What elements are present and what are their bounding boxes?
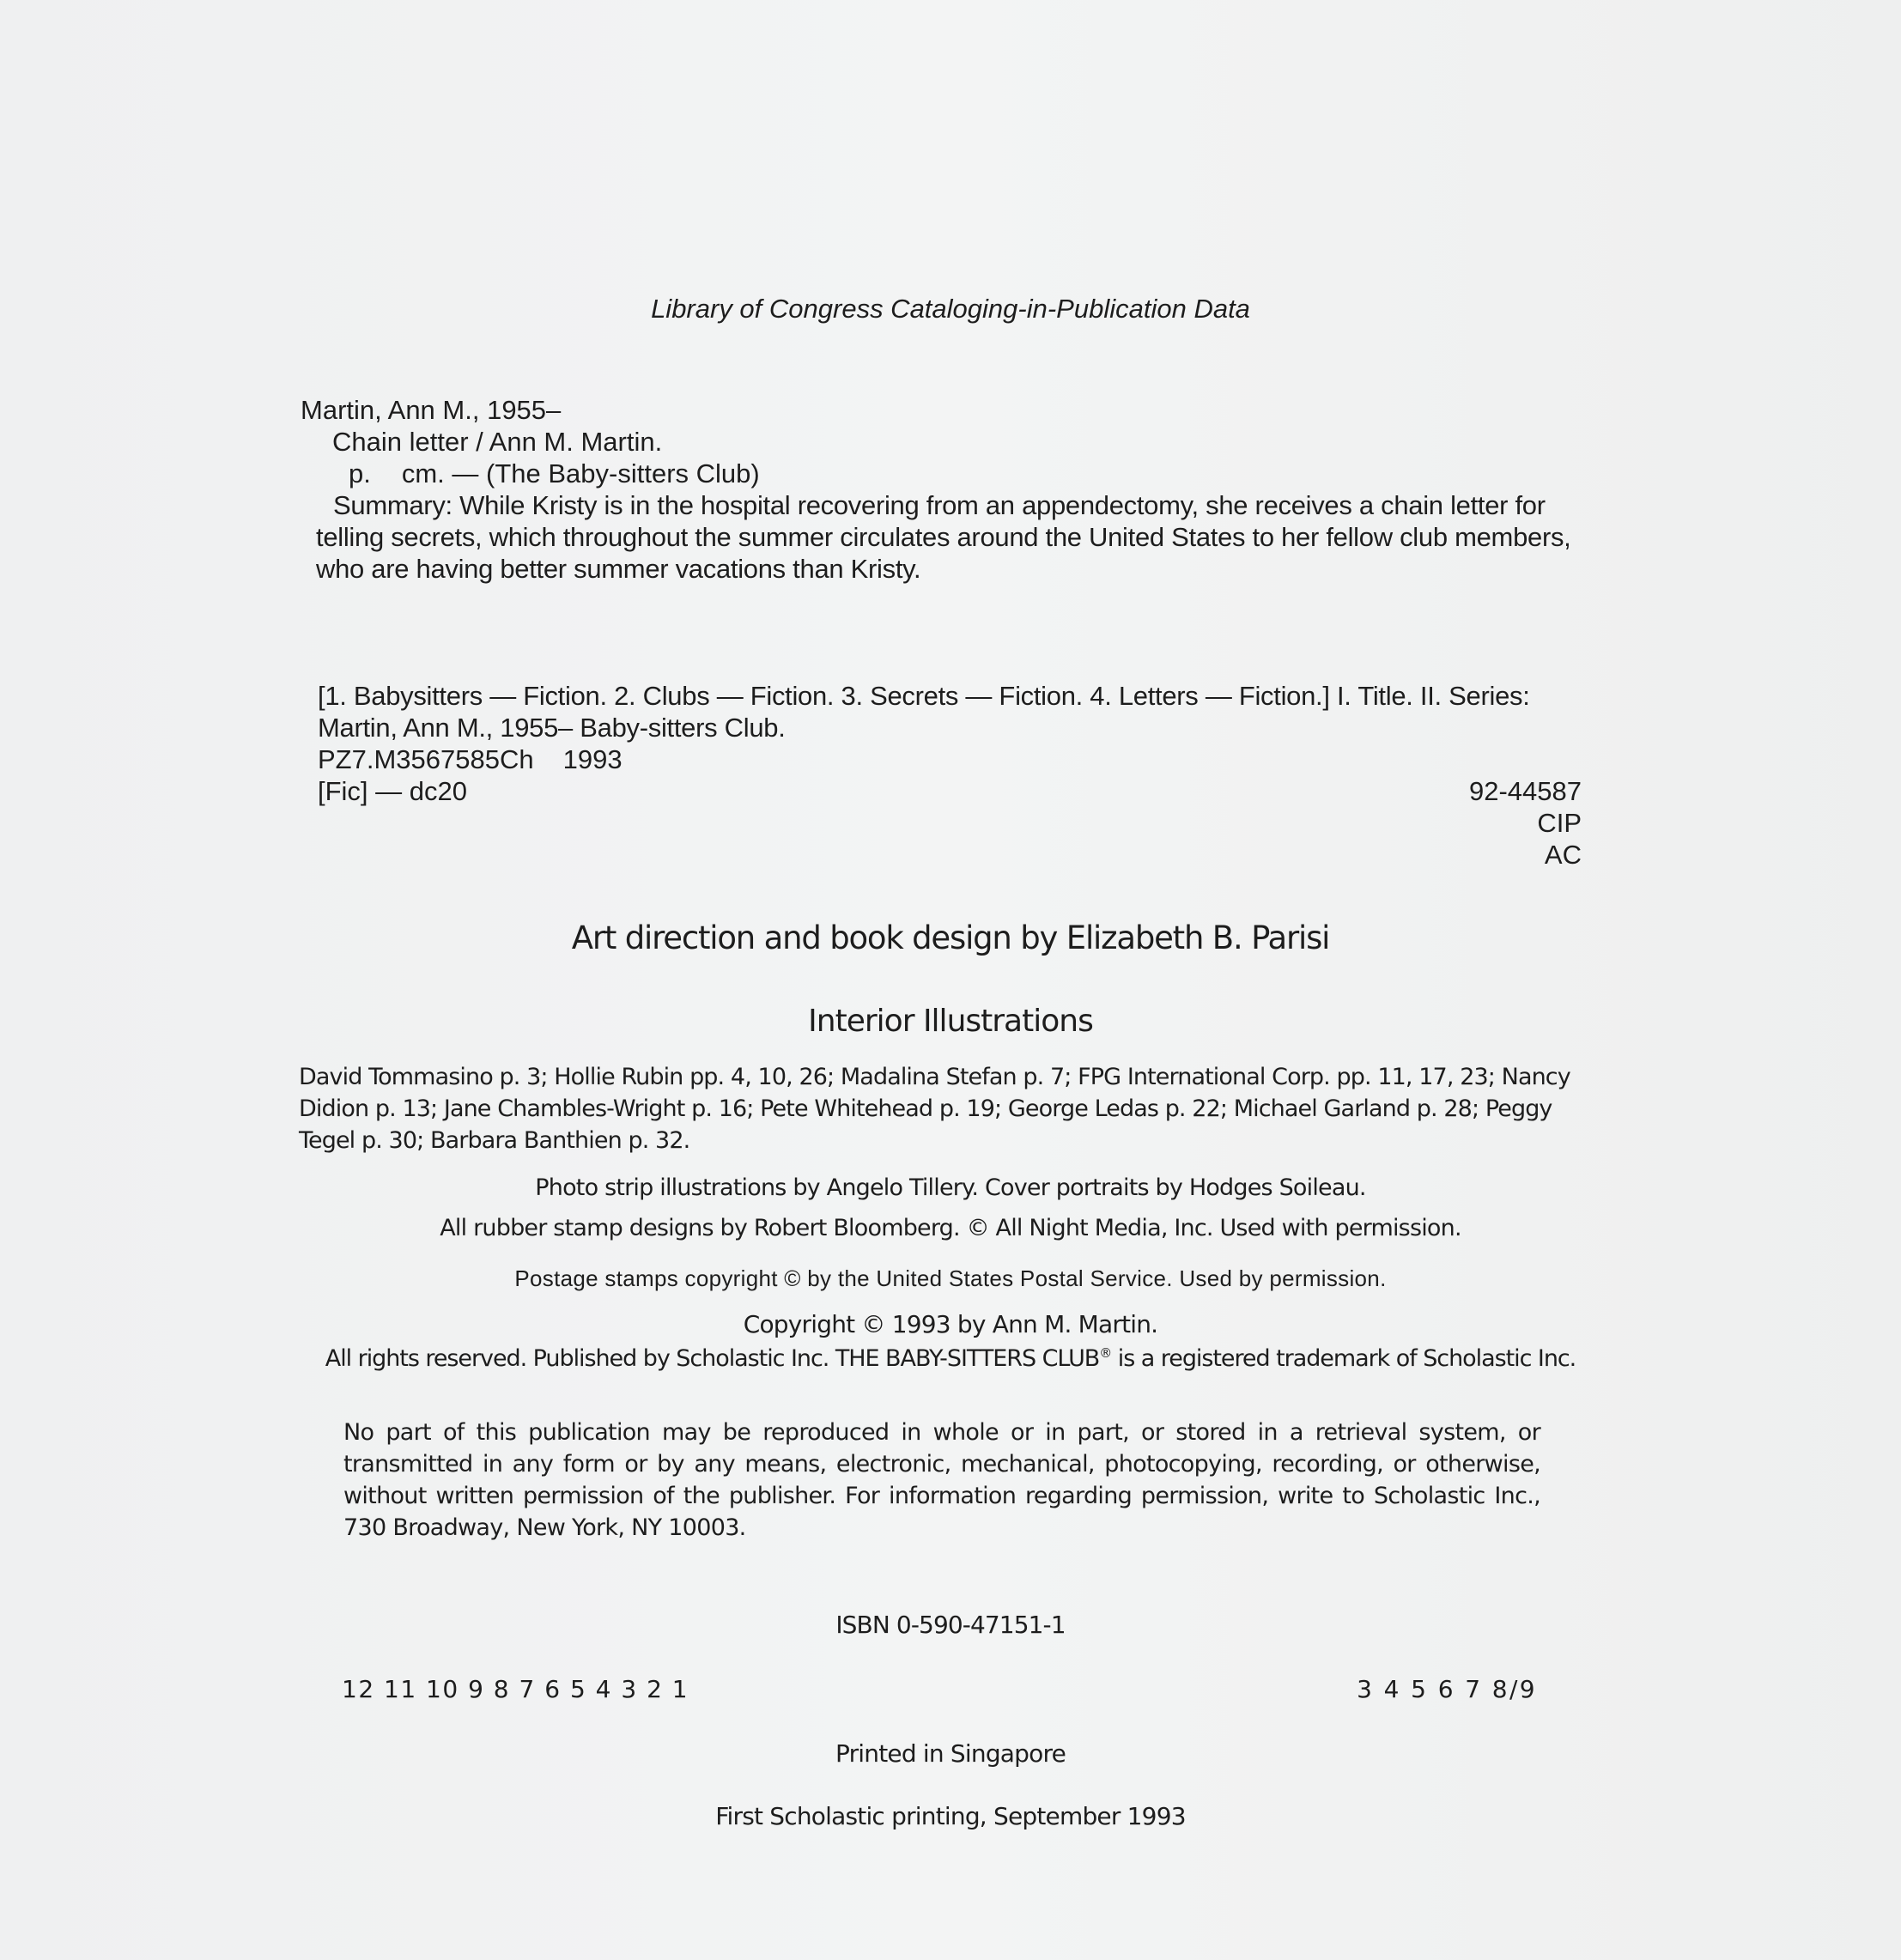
cip-physical-description — [349, 458, 760, 489]
registered-mark: ® — [1099, 1345, 1112, 1361]
cip-subjects: [1. Babysitters — Fiction. 2. Clubs — Fiction. 3. Secrets — Fiction. 4. Letters — Fiction.] I. Title. II. Series: Martin, Ann M., 1955– Baby-sitters Club. — [318, 681, 1530, 743]
cip-label: CIP — [1537, 808, 1582, 838]
printing-numbers: 12 11 10 9 8 7 6 5 4 3 2 1 — [342, 1675, 689, 1703]
photo-strip-credit: Photo strip illustrations by Angelo Tillery. Cover portraits by Hodges Soileau. — [535, 1174, 1366, 1201]
cip-right-block — [1469, 775, 1582, 871]
cip-lccn: 92-44587 — [1468, 776, 1582, 806]
rights-after: is a registered trademark of Scholastic Inc. — [1111, 1345, 1576, 1372]
cip-call-number — [318, 743, 623, 775]
year-numbers: 3 4 5 6 7 8/9 — [1357, 1675, 1537, 1703]
copyright-line: Copyright © 1993 by Ann M. Martin. — [743, 1310, 1158, 1338]
rights-reserved-line — [0, 1345, 1901, 1372]
cip-dewey: [Fic] — dc20 — [318, 776, 467, 806]
isbn: ISBN 0-590-47151-1 — [835, 1611, 1066, 1639]
interior-illustrations-list: David Tommasino p. 3; Hollie Rubin pp. 4, 10, 26; Madalina Stefan p. 7; FPG International Corp. pp. 11, 17, 23; Nancy Didion p. 13; Jane Chambles-Wright p. 16; Pete Whitehead p. 19; George Ledas p. 22; Michael Garland p. 28; Peggy Tegel p. 30; Barbara Banthien p. 32. — [299, 1064, 1570, 1154]
cip-author: Martin, Ann M., 1955– — [301, 395, 562, 425]
cip-header: Library of Congress Cataloging-in-Publication Data — [651, 294, 1250, 324]
postage-credit: Postage stamps copyright © by the United States Postal Service. Used by permission. — [514, 1265, 1387, 1291]
first-printing: First Scholastic printing, September 1993 — [715, 1802, 1186, 1830]
cip-call-code: PZ7.M3567585Ch — [318, 744, 534, 774]
cip-desc-p: p. — [349, 458, 371, 488]
printed-in: Printed in Singapore — [835, 1739, 1066, 1768]
art-direction-credit: Art direction and book design by Elizabeth B. Parisi — [571, 919, 1330, 956]
interior-illustrations-heading: Interior Illustrations — [808, 1004, 1093, 1039]
cip-summary: Summary: While Kristy is in the hospital recovering from an appendectomy, she receives a chain letter for telling secrets, which throughout the summer circulates around the United States to her fellow club members, who are having better summer vacations than Kristy. — [316, 490, 1571, 584]
cip-ac-label: AC — [1544, 840, 1582, 870]
cip-call-year: 1993 — [562, 744, 623, 774]
cip-title-line: Chain letter / Ann M. Martin. — [332, 427, 663, 457]
rights-before: All rights reserved. Published by Scholastic Inc. THE BABY-SITTERS CLUB — [325, 1345, 1100, 1372]
no-part-notice: No part of this publication may be reproduced in whole or in part, or stored in a retrieval system, or transmitted in any form or by any means, electronic, mechanical, photocopying, recording, or otherwise, without written permission of the publisher. For information regarding permission, write to Scholastic Inc., 730 Broadway, New York, NY 10003. — [343, 1419, 1540, 1541]
cip-desc-rest: cm. — (The Baby-sitters Club) — [401, 458, 760, 488]
rubber-stamp-credit: All rubber stamp designs by Robert Bloomberg. © All Night Media, Inc. Used with permission. — [440, 1215, 1461, 1241]
